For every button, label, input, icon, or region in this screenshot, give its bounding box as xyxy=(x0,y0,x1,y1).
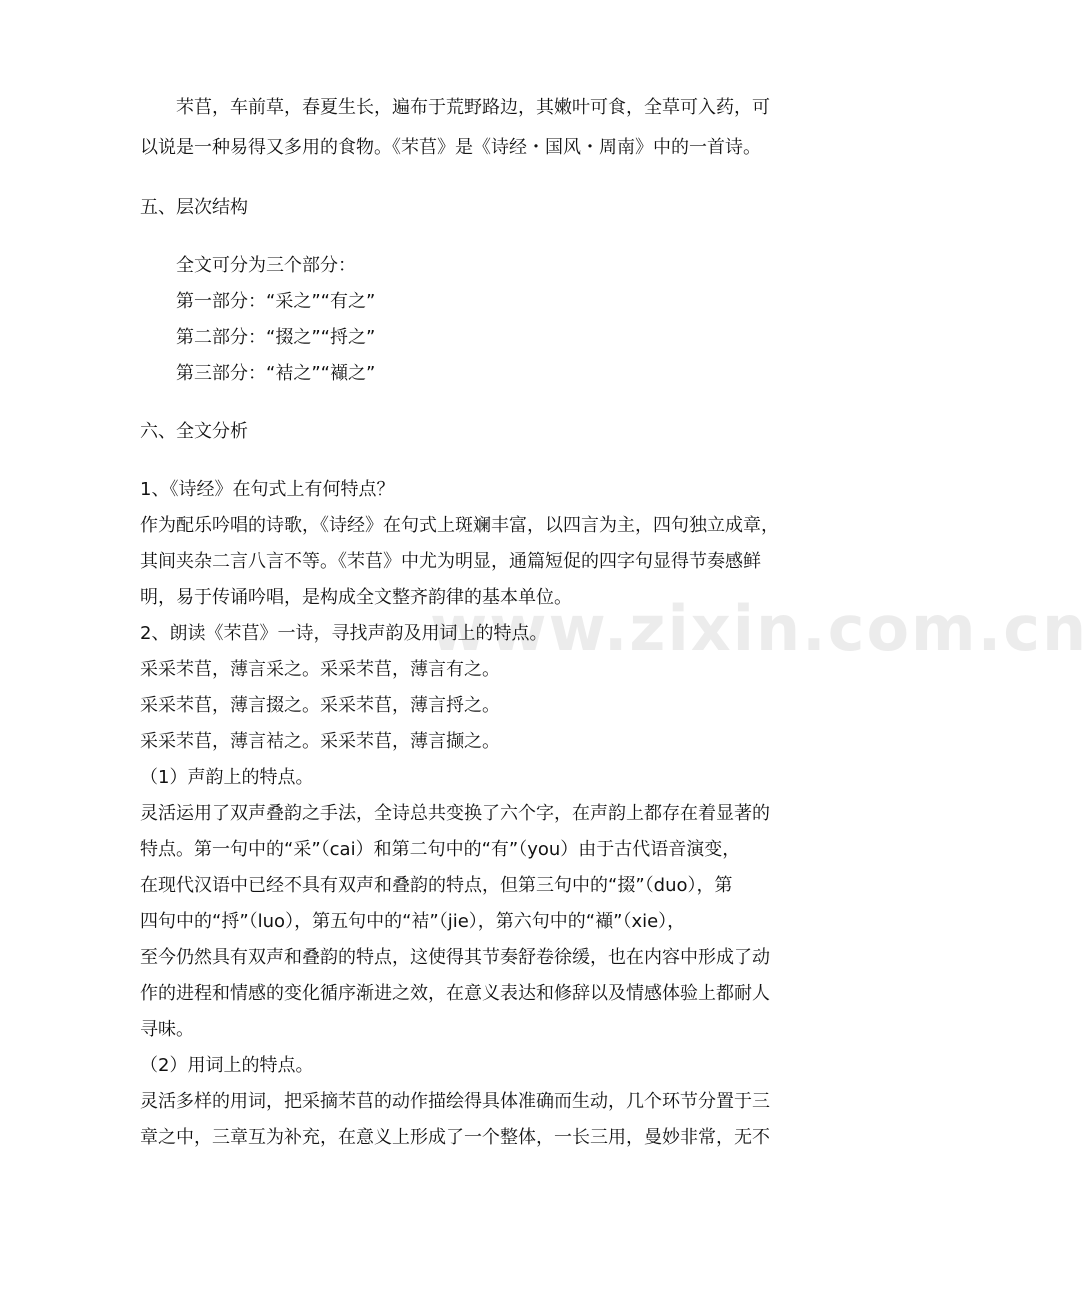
structure-line: 全文可分为三个部分： xyxy=(176,255,356,276)
intro-line-1: 芣苢，车前草，春夏生长，遍布于荒野路边，其嫩叶可食，全草可入药，可 xyxy=(176,97,770,118)
sub1-text-line: 至今仍然具有双声和叠韵的特点，这使得其节奏舒卷徐缓，也在内容中形成了动 xyxy=(140,947,770,968)
sub1-text-line: 四句中的“捋”（luo），第五句中的“袺”（jie），第六句中的“襭”（xie）， xyxy=(140,911,686,932)
intro-line-2: 以说是一种易得又多用的食物。《芣苢》是《诗经・国风・周南》中的一首诗。 xyxy=(140,137,761,158)
subheading-1: （1）声韵上的特点。 xyxy=(140,767,314,788)
question-1: 1、《诗经》在句式上有何特点？ xyxy=(140,479,395,500)
structure-line: 第一部分：“采之”“有之” xyxy=(176,291,376,312)
answer-1-line: 明，易于传诵吟唱，是构成全文整齐韵律的基本单位。 xyxy=(140,587,572,608)
subheading-2: （2）用词上的特点。 xyxy=(140,1055,314,1076)
poem-line: 采采芣苢，薄言采之。采采芣苢，薄言有之。 xyxy=(140,659,500,680)
sub1-text-line: 特点。第一句中的“采”（cai）和第二句中的“有”（you）由于古代语音演变， xyxy=(140,839,741,860)
section-heading-5: 五、层次结构 xyxy=(140,197,248,218)
sub1-text-line: 灵活运用了双声叠韵之手法，全诗总共变换了六个字，在声韵上都存在着显著的 xyxy=(140,803,770,824)
poem-line: 采采芣苢，薄言掇之。采采芣苢，薄言捋之。 xyxy=(140,695,500,716)
structure-line: 第三部分：“袺之”“襭之” xyxy=(176,363,376,384)
sub2-text-line: 章之中，三章互为补充，在意义上形成了一个整体，一长三用，曼妙非常，无不 xyxy=(140,1127,770,1148)
answer-1-line: 作为配乐吟唱的诗歌，《诗经》在句式上斑斓丰富，以四言为主，四句独立成章， xyxy=(140,515,779,536)
sub2-text-line: 灵活多样的用词，把采摘芣苢的动作描绘得具体准确而生动，几个环节分置于三 xyxy=(140,1091,770,1112)
question-2: 2、朗读《芣苢》一诗，寻找声韵及用词上的特点。 xyxy=(140,623,548,644)
answer-1-line: 其间夹杂二言八言不等。《芣苢》中尤为明显，通篇短促的四字句显得节奏感鲜 xyxy=(140,551,761,572)
sub1-text-line: 在现代汉语中已经不具有双声和叠韵的特点，但第三句中的“掇”（duo），第 xyxy=(140,875,733,896)
sub1-text-line: 寻味。 xyxy=(140,1019,194,1040)
sub1-text-line: 作的进程和情感的变化循序渐进之效，在意义表达和修辞以及情感体验上都耐人 xyxy=(140,983,770,1004)
structure-line: 第二部分：“掇之”“捋之” xyxy=(176,327,376,348)
watermark: www.zixin.com.cn xyxy=(430,592,1088,665)
poem-line: 采采芣苢，薄言袺之。采采芣苢，薄言撷之。 xyxy=(140,731,500,752)
section-heading-6: 六、全文分析 xyxy=(140,421,248,442)
